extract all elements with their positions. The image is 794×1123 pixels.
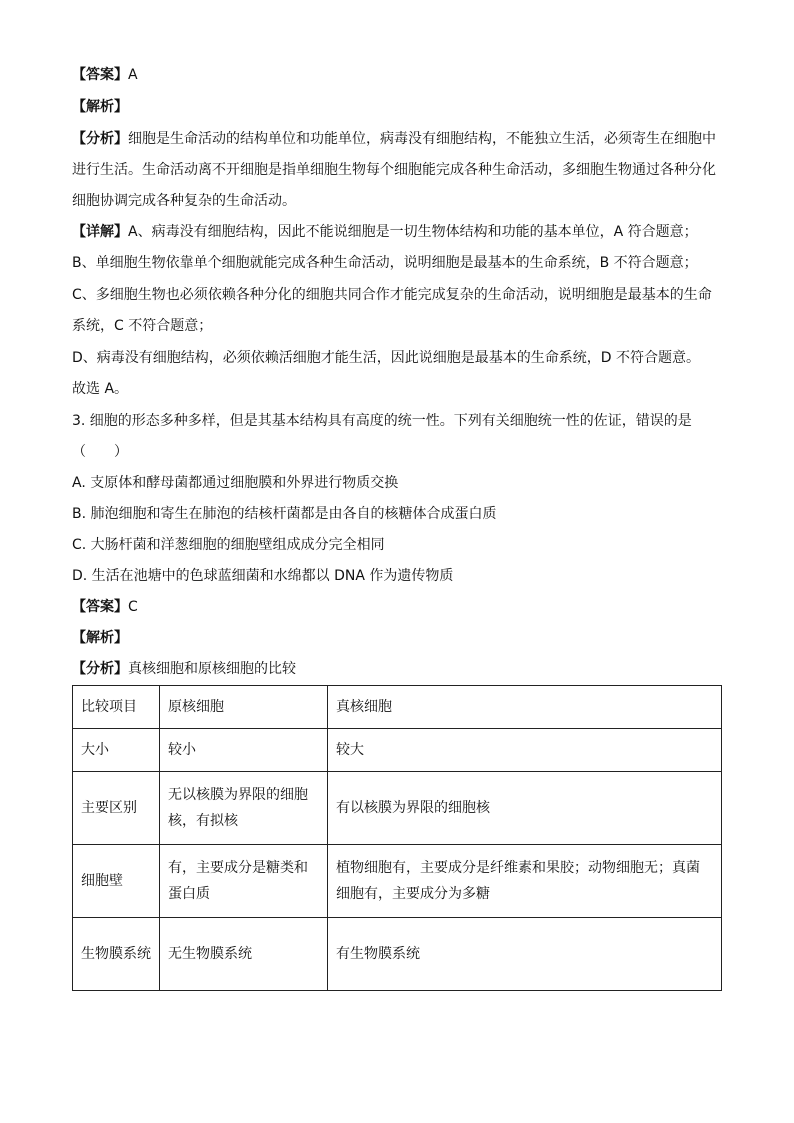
detail-tag: 【详解】 xyxy=(72,224,128,240)
answer-line-1 xyxy=(72,65,722,85)
table-cell: 主要区别 xyxy=(73,772,160,845)
table-row xyxy=(73,845,722,918)
table-cell: 较大 xyxy=(328,729,722,772)
analysis-heading-2 xyxy=(72,628,722,648)
option-c: C. 大肠杆菌和洋葱细胞的细胞壁组成成分完全相同 xyxy=(72,537,385,553)
analysis-tag: 【解析】 xyxy=(72,99,128,115)
table-cell: 植物细胞有，主要成分是纤维素和果胶；动物细胞无；真菌细胞有，主要成分为多糖 xyxy=(328,845,722,918)
table-cell: 有以核膜为界限的细胞核 xyxy=(328,772,722,845)
analysis-sub-tag: 【分析】 xyxy=(72,131,128,147)
table-cell: 无生物膜系统 xyxy=(160,918,328,991)
analysis-tag: 【解析】 xyxy=(72,630,128,646)
detail-line xyxy=(72,222,722,242)
answer-line-2 xyxy=(72,597,722,617)
table-caption xyxy=(72,659,722,679)
header-cell: 真核细胞 xyxy=(328,686,722,729)
paragraph-line xyxy=(72,129,722,149)
question-blank: （ ） xyxy=(72,444,128,460)
conclusion-line: 故选 A。 xyxy=(72,381,129,397)
table-row xyxy=(73,772,722,845)
header-cell: 原核细胞 xyxy=(160,686,328,729)
answer-value: C xyxy=(128,599,138,615)
table-row xyxy=(73,918,722,991)
table-cell: 细胞壁 xyxy=(73,845,160,918)
table-row xyxy=(73,729,722,772)
table-cell: 较小 xyxy=(160,729,328,772)
option-b: B. 肺泡细胞和寄生在肺泡的结核杆菌都是由各自的核糖体合成蛋白质 xyxy=(72,506,497,522)
table-header-row xyxy=(73,686,722,729)
answer-value: A xyxy=(128,67,138,83)
table-cell: 有，主要成分是糖类和蛋白质 xyxy=(160,845,328,918)
analysis-heading-1 xyxy=(72,97,722,117)
detail-text: A、病毒没有细胞结构，因此不能说细胞是一切生物体结构和功能的基本单位，A 符合题意； xyxy=(128,224,698,240)
analysis-sub-tag: 【分析】 xyxy=(72,661,128,677)
detail-line: 系统，C 不符合题意； xyxy=(72,318,213,334)
answer-tag: 【答案】 xyxy=(72,67,128,83)
detail-line: B、单细胞生物依靠单个细胞就能完成各种生命活动，说明细胞是最基本的生命系统，B 不符合题意； xyxy=(72,255,698,271)
paragraph-line: 细胞协调完成各种复杂的生命活动。 xyxy=(72,193,296,209)
table-cell: 有生物膜系统 xyxy=(328,918,722,991)
paragraph-line: 进行生活。生命活动离不开细胞是指单细胞生物每个细胞能完成各种生命活动，多细胞生物通过各种分化 xyxy=(72,162,716,178)
table-cell: 大小 xyxy=(73,729,160,772)
table-cell: 生物膜系统 xyxy=(73,918,160,991)
option-a: A. 支原体和酵母菌都通过细胞膜和外界进行物质交换 xyxy=(72,475,399,491)
table-caption-text: 真核细胞和原核细胞的比较 xyxy=(128,661,296,677)
question-stem: 3. 细胞的形态多种多样，但是其基本结构具有高度的统一性。下列有关细胞统一性的佐证，错误的是 xyxy=(72,413,692,429)
option-d: D. 生活在池塘中的色球蓝细菌和水绵都以 DNA 作为遗传物质 xyxy=(72,568,454,584)
paragraph-text: 细胞是生命活动的结构单位和功能单位，病毒没有细胞结构，不能独立生活，必须寄生在细胞中 xyxy=(128,131,716,147)
table-cell: 无以核膜为界限的细胞核，有拟核 xyxy=(160,772,328,845)
header-cell: 比较项目 xyxy=(73,686,160,729)
comparison-table xyxy=(72,685,722,991)
detail-line: C、多细胞生物也必须依赖各种分化的细胞共同合作才能完成复杂的生命活动，说明细胞是最基本的生命 xyxy=(72,287,712,303)
detail-line: D、病毒没有细胞结构，必须依赖活细胞才能生活，因此说细胞是最基本的生命系统，D 不符合题意。 xyxy=(72,350,701,366)
answer-tag: 【答案】 xyxy=(72,599,128,615)
